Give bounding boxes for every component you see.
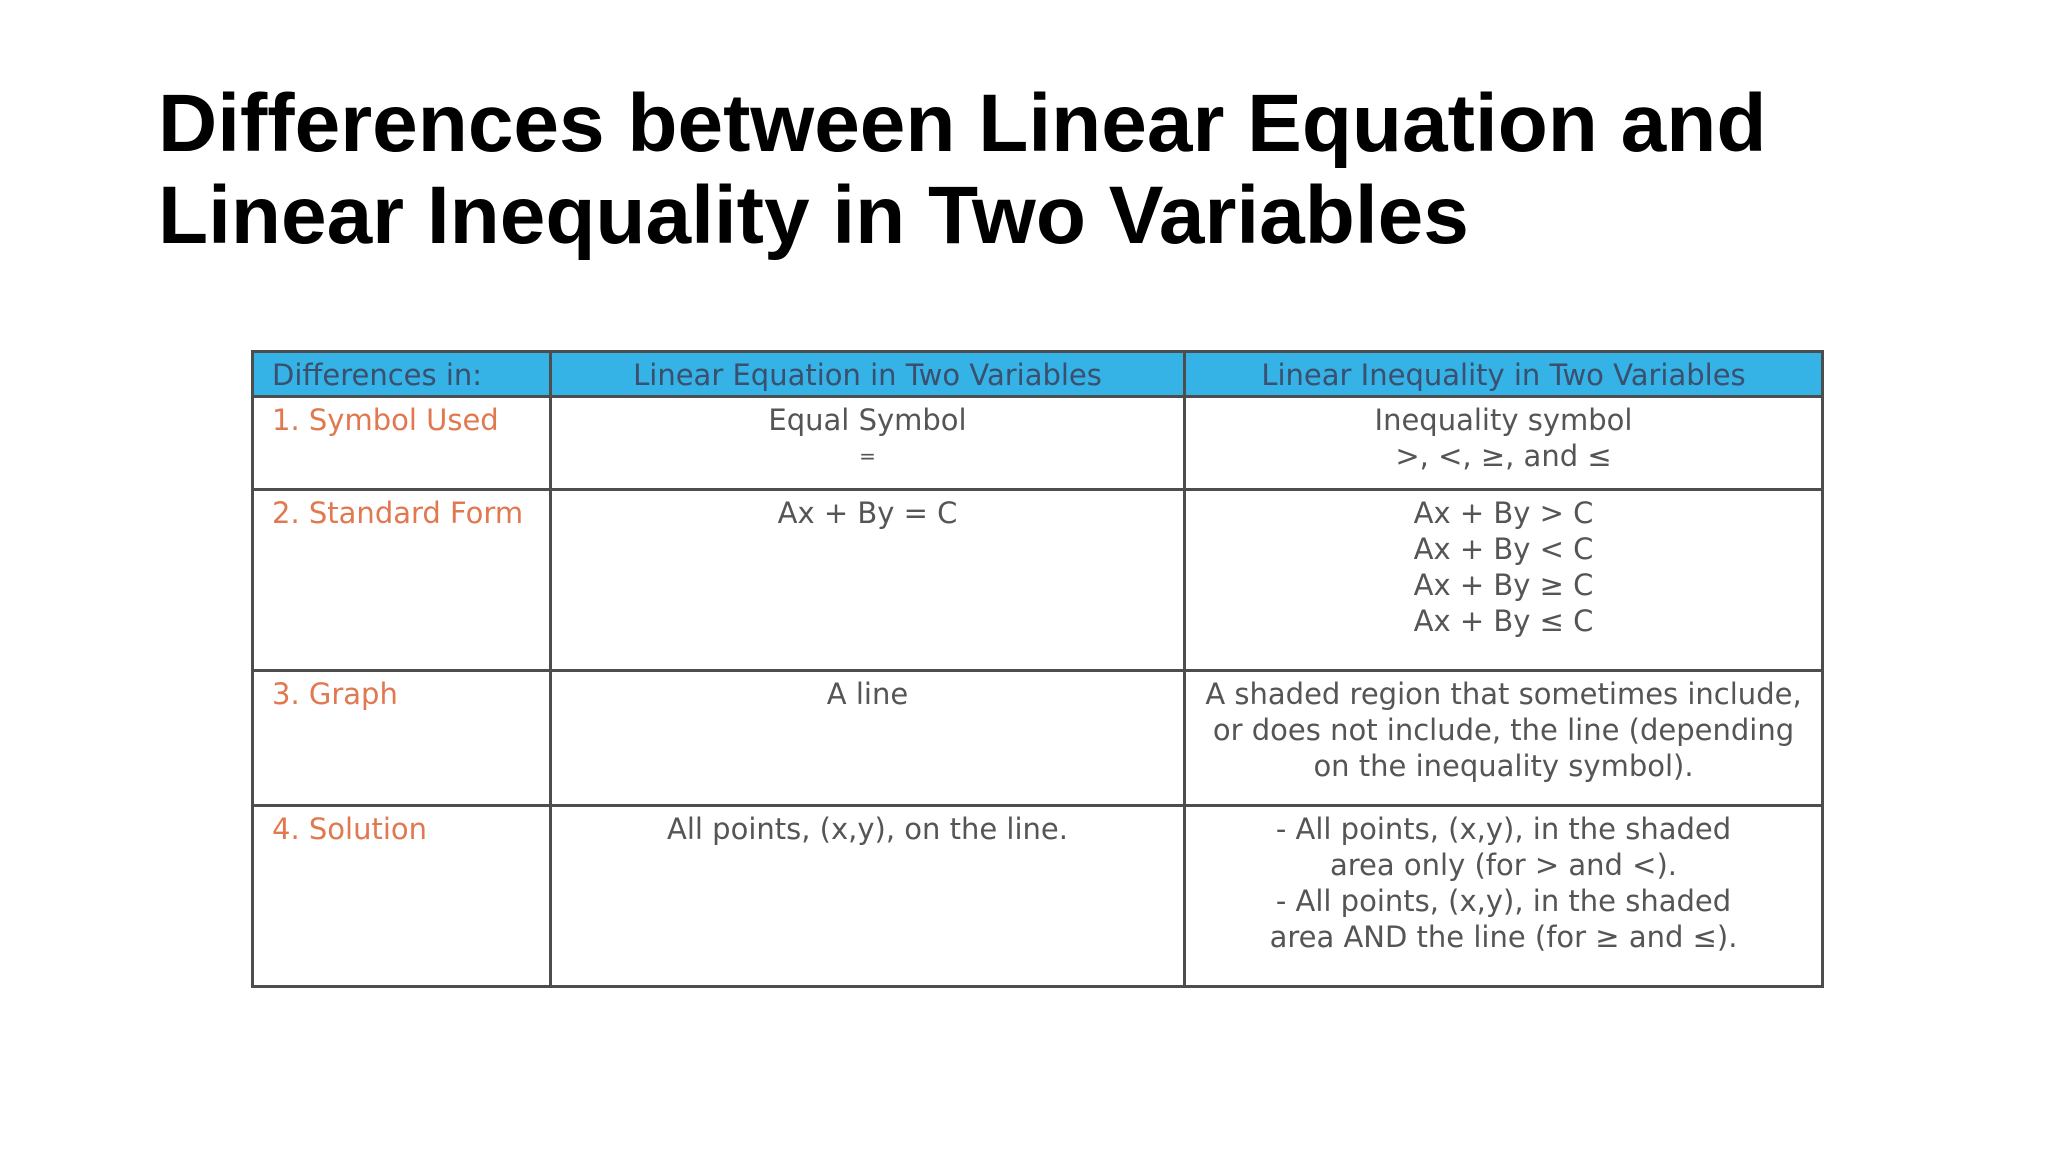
slide-title-line-1: Differences between Linear Equation and: [158, 78, 1767, 169]
slide-title: [158, 78, 1958, 262]
table-row: [253, 397, 1823, 490]
cell-line: Inequality symbol: [1374, 403, 1633, 437]
slide-title-line-2: Linear Inequality in Two Variables: [158, 170, 1469, 261]
inequality-symbol-cell: [1185, 397, 1823, 490]
comparison-table-container: [251, 350, 1824, 988]
header-linear-equation: Linear Equation in Two Variables: [551, 352, 1185, 397]
equation-solution-cell: [551, 806, 1185, 987]
row-label-standard-form: 2. Standard Form: [253, 490, 551, 671]
row-label-solution: 4. Solution: [253, 806, 551, 987]
row-label-graph: 3. Graph: [253, 671, 551, 806]
row-label-symbol-used: 1. Symbol Used: [253, 397, 551, 490]
equation-standard-form-cell: [551, 490, 1185, 671]
cell-line: Ax + By > C: [1413, 496, 1594, 530]
cell-line: Ax + By ≥ C: [1413, 568, 1594, 602]
cell-line: Equal Symbol: [768, 403, 967, 437]
table-row: [253, 806, 1823, 987]
cell-line: - All points, (x,y), in the shaded: [1275, 812, 1732, 846]
inequality-graph-cell: [1185, 671, 1823, 806]
inequality-standard-form-cell: [1185, 490, 1823, 671]
cell-line: or does not include, the line (depending: [1212, 713, 1795, 747]
cell-line: A shaded region that sometimes include,: [1205, 677, 1802, 711]
cell-line: =: [859, 444, 876, 468]
cell-line: on the inequality symbol).: [1313, 749, 1694, 783]
header-differences-in: Differences in:: [253, 352, 551, 397]
equation-symbol-cell: [551, 397, 1185, 490]
equation-graph-cell: [551, 671, 1185, 806]
cell-line: Ax + By ≤ C: [1413, 604, 1594, 638]
cell-line: - All points, (x,y), in the shaded: [1275, 884, 1732, 918]
cell-line: area only (for > and <).: [1330, 848, 1677, 882]
cell-line: A line: [826, 677, 909, 711]
comparison-table: [251, 350, 1824, 988]
cell-line: All points, (x,y), on the line.: [667, 812, 1068, 846]
table-header-row: [253, 352, 1823, 397]
header-linear-inequality: Linear Inequality in Two Variables: [1185, 352, 1823, 397]
cell-line: area AND the line (for ≥ and ≤).: [1269, 920, 1738, 954]
inequality-solution-cell: [1185, 806, 1823, 987]
table-row: [253, 671, 1823, 806]
cell-line: Ax + By < C: [1413, 532, 1594, 566]
cell-line: >, <, ≥, and ≤: [1395, 439, 1612, 473]
cell-line: Ax + By = C: [777, 496, 958, 530]
table-row: [253, 490, 1823, 671]
